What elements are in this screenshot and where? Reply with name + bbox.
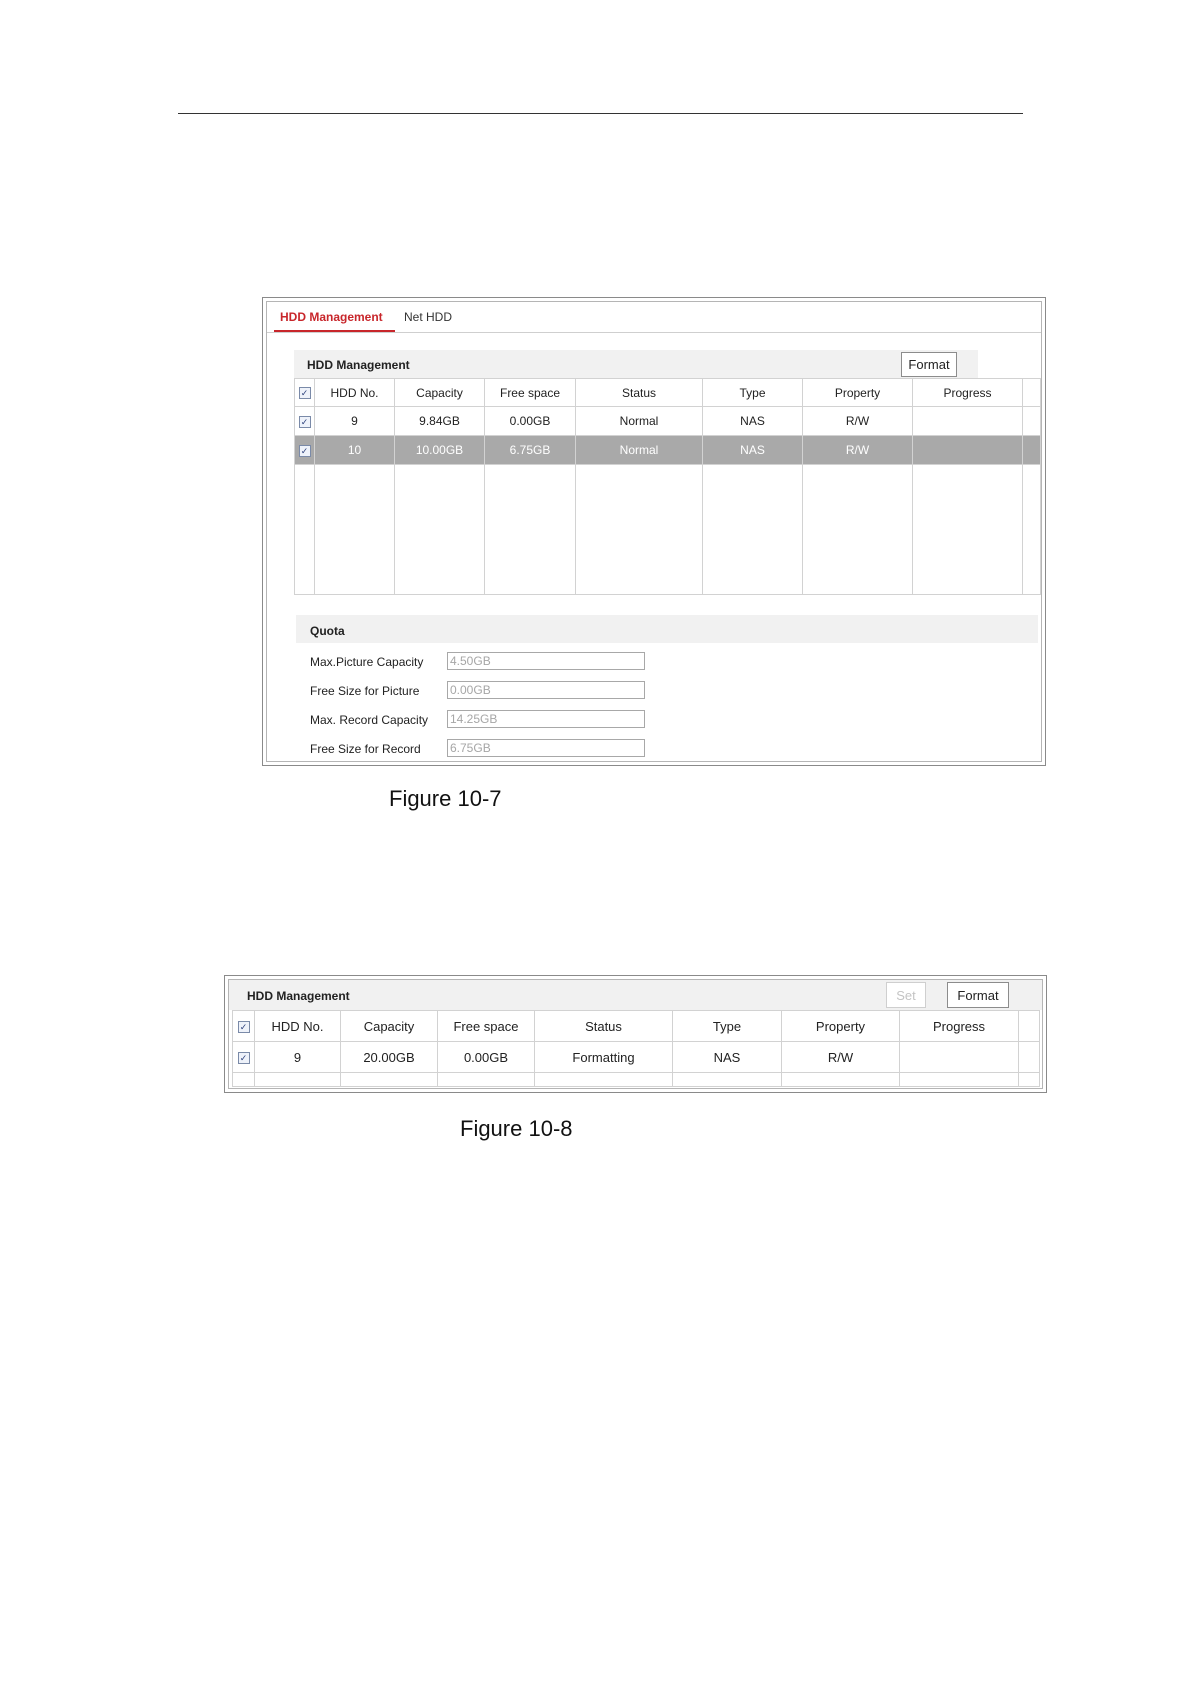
cell-spacer bbox=[1023, 407, 1041, 436]
free-size-record-label: Free Size for Record bbox=[310, 742, 421, 756]
cell-free-space: 0.00GB bbox=[485, 407, 576, 436]
cell-hdd-no: 9 bbox=[255, 1042, 341, 1073]
max-picture-capacity-field[interactable]: 4.50GB bbox=[447, 652, 645, 670]
column-header: Capacity bbox=[341, 1011, 438, 1042]
free-size-record-field[interactable]: 6.75GB bbox=[447, 739, 645, 757]
cell-capacity: 10.00GB bbox=[395, 436, 485, 465]
column-header: HDD No. bbox=[315, 379, 395, 407]
figure-caption: Figure 10-7 bbox=[389, 786, 502, 811]
cell-hdd-no: 9 bbox=[315, 407, 395, 436]
column-header: HDD No. bbox=[255, 1011, 341, 1042]
format-button[interactable]: Format bbox=[901, 352, 957, 377]
max-record-capacity-field[interactable]: 14.25GB bbox=[447, 710, 645, 728]
cell-property: R/W bbox=[782, 1042, 900, 1073]
checkbox-checked-icon: ✓ bbox=[299, 416, 311, 428]
cell-spacer bbox=[1023, 436, 1041, 465]
column-spacer bbox=[1019, 1011, 1040, 1042]
column-header: Free space bbox=[485, 379, 576, 407]
table-row-selected[interactable] bbox=[295, 436, 1041, 465]
max-picture-capacity-label: Max.Picture Capacity bbox=[310, 655, 424, 669]
column-header: Free space bbox=[438, 1011, 535, 1042]
column-header: Type bbox=[673, 1011, 782, 1042]
row-checkbox[interactable] bbox=[233, 1042, 255, 1073]
column-header: Status bbox=[535, 1011, 673, 1042]
select-all-checkbox[interactable] bbox=[295, 379, 315, 407]
table-row[interactable] bbox=[295, 407, 1041, 436]
hdd-management-panel bbox=[262, 297, 1046, 766]
row-checkbox[interactable] bbox=[295, 407, 315, 436]
cell-free-space: 6.75GB bbox=[485, 436, 576, 465]
table-header-row bbox=[233, 1011, 1040, 1042]
quota-title: Quota bbox=[310, 624, 345, 638]
section-title: HDD Management bbox=[307, 358, 410, 372]
figure-caption: Figure 10-8 bbox=[460, 1116, 573, 1141]
cell-property: R/W bbox=[803, 407, 913, 436]
column-header: Status bbox=[576, 379, 703, 407]
set-button[interactable]: Set bbox=[886, 982, 926, 1008]
cell-progress bbox=[900, 1042, 1019, 1073]
column-header: Property bbox=[803, 379, 913, 407]
hdd-formatting-panel bbox=[224, 975, 1047, 1093]
tab-hdd-management[interactable]: HDD Management bbox=[280, 310, 383, 324]
cell-status: Normal bbox=[576, 407, 703, 436]
cell-status: Normal bbox=[576, 436, 703, 465]
cell-spacer bbox=[1019, 1042, 1040, 1073]
column-spacer bbox=[1023, 379, 1041, 407]
cell-capacity: 20.00GB bbox=[341, 1042, 438, 1073]
cell-free-space: 0.00GB bbox=[438, 1042, 535, 1073]
cell-hdd-no: 10 bbox=[315, 436, 395, 465]
column-header: Property bbox=[782, 1011, 900, 1042]
cell-capacity: 9.84GB bbox=[395, 407, 485, 436]
hdd-table bbox=[294, 378, 1041, 595]
quota-section-header bbox=[296, 615, 1038, 643]
cell-type: NAS bbox=[673, 1042, 782, 1073]
row-checkbox[interactable] bbox=[295, 436, 315, 465]
cell-status: Formatting bbox=[535, 1042, 673, 1073]
checkbox-checked-icon: ✓ bbox=[299, 445, 311, 457]
panel-inner-border bbox=[266, 301, 1042, 762]
table-empty-area bbox=[233, 1073, 1040, 1087]
section-title: HDD Management bbox=[247, 989, 350, 1003]
column-header: Type bbox=[703, 379, 803, 407]
checkbox-checked-icon: ✓ bbox=[238, 1052, 250, 1064]
cell-property: R/W bbox=[803, 436, 913, 465]
cell-progress bbox=[913, 436, 1023, 465]
panel-inner-border bbox=[228, 979, 1043, 1089]
column-header: Progress bbox=[900, 1011, 1019, 1042]
select-all-checkbox[interactable] bbox=[233, 1011, 255, 1042]
format-button[interactable]: Format bbox=[947, 982, 1009, 1008]
hdd-table bbox=[232, 1010, 1040, 1087]
table-row[interactable] bbox=[233, 1042, 1040, 1073]
free-size-picture-field[interactable]: 0.00GB bbox=[447, 681, 645, 699]
cell-progress bbox=[913, 407, 1023, 436]
hdd-management-section-header bbox=[294, 350, 978, 378]
table-empty-area bbox=[295, 465, 1041, 595]
tab-bar bbox=[267, 302, 1041, 333]
checkbox-checked-icon: ✓ bbox=[299, 387, 311, 399]
table-header-row bbox=[295, 379, 1041, 407]
free-size-picture-label: Free Size for Picture bbox=[310, 684, 420, 698]
column-header: Progress bbox=[913, 379, 1023, 407]
page-header-rule bbox=[178, 113, 1023, 114]
cell-type: NAS bbox=[703, 436, 803, 465]
checkbox-checked-icon: ✓ bbox=[238, 1021, 250, 1033]
cell-type: NAS bbox=[703, 407, 803, 436]
max-record-capacity-label: Max. Record Capacity bbox=[310, 713, 429, 727]
column-header: Capacity bbox=[395, 379, 485, 407]
tab-net-hdd[interactable]: Net HDD bbox=[404, 310, 453, 324]
